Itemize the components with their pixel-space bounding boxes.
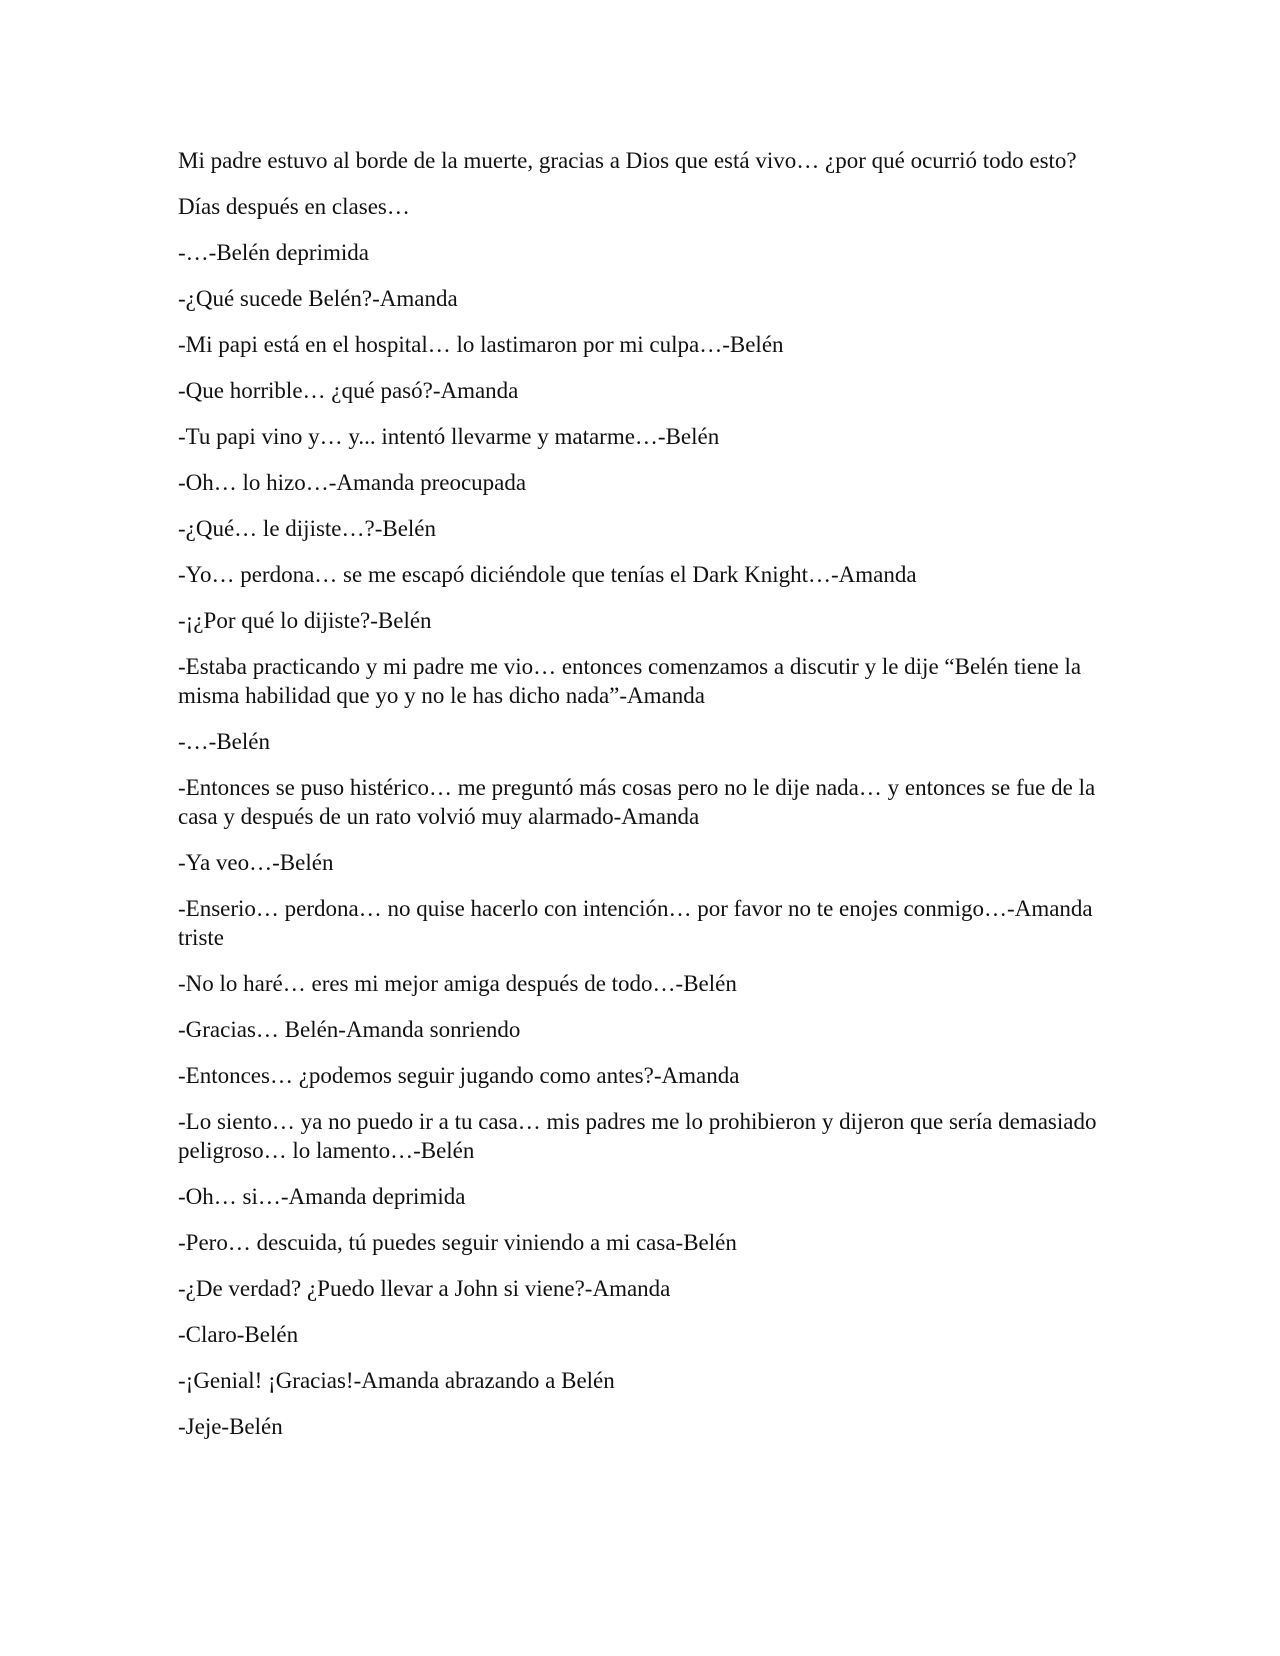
paragraph: -Gracias… Belén-Amanda sonriendo	[178, 1017, 521, 1042]
paragraph: Días después en clases…	[178, 194, 410, 219]
paragraph: -Pero… descuida, tú puedes seguir viniendo a mi casa-Belén	[178, 1230, 737, 1255]
paragraph: -Claro-Belén	[178, 1322, 299, 1347]
paragraph: -Enserio… perdona… no quise hacerlo con intención… por favor no te enojes conmigo…-Amanda triste	[178, 896, 1093, 950]
paragraph: -No lo haré… eres mi mejor amiga después de todo…-Belén	[178, 971, 737, 996]
paragraph: -Jeje-Belén	[178, 1414, 283, 1439]
paragraph: -Oh… si…-Amanda deprimida	[178, 1184, 466, 1209]
paragraph: -Yo… perdona… se me escapó diciéndole que tenías el Dark Knight…-Amanda	[178, 562, 917, 587]
paragraph: -¡¿Por qué lo dijiste?-Belén	[178, 608, 432, 633]
paragraph: -Entonces se puso histérico… me preguntó más cosas pero no le dije nada… y entonces se fue de la casa y después de un rato volvió muy alarmado-Amanda	[178, 775, 1096, 829]
paragraph: -Que horrible… ¿qué pasó?-Amanda	[178, 378, 519, 403]
paragraph: -Tu papi vino y… y... intentó llevarme y matarme…-Belén	[178, 424, 720, 449]
document-body	[178, 146, 1108, 1458]
paragraph: -¿Qué sucede Belén?-Amanda	[178, 286, 458, 311]
paragraph: -Mi papi está en el hospital… lo lastimaron por mi culpa…-Belén	[178, 332, 784, 357]
paragraph: -Lo siento… ya no puedo ir a tu casa… mis padres me lo prohibieron y dijeron que sería demasiado peligroso… lo lamento…-Belén	[178, 1109, 1097, 1163]
paragraph: -¿Qué… le dijiste…?-Belén	[178, 516, 437, 541]
paragraph: -Entonces… ¿podemos seguir jugando como antes?-Amanda	[178, 1063, 740, 1088]
paragraph: -Estaba practicando y mi padre me vio… entonces comenzamos a discutir y le dije “Belén tiene la misma habilidad que yo y no le has dicho nada”-Amanda	[178, 654, 1082, 708]
paragraph: -…-Belén	[178, 729, 270, 754]
paragraph: -Ya veo…-Belén	[178, 850, 334, 875]
paragraph: -¿De verdad? ¿Puedo llevar a John si viene?-Amanda	[178, 1276, 671, 1301]
paragraph: -Oh… lo hizo…-Amanda preocupada	[178, 470, 527, 495]
paragraph: -…-Belén deprimida	[178, 240, 369, 265]
paragraph: -¡Genial! ¡Gracias!-Amanda abrazando a Belén	[178, 1368, 615, 1393]
paragraph: Mi padre estuvo al borde de la muerte, gracias a Dios que está vivo… ¿por qué ocurrió todo esto?	[178, 148, 1077, 173]
